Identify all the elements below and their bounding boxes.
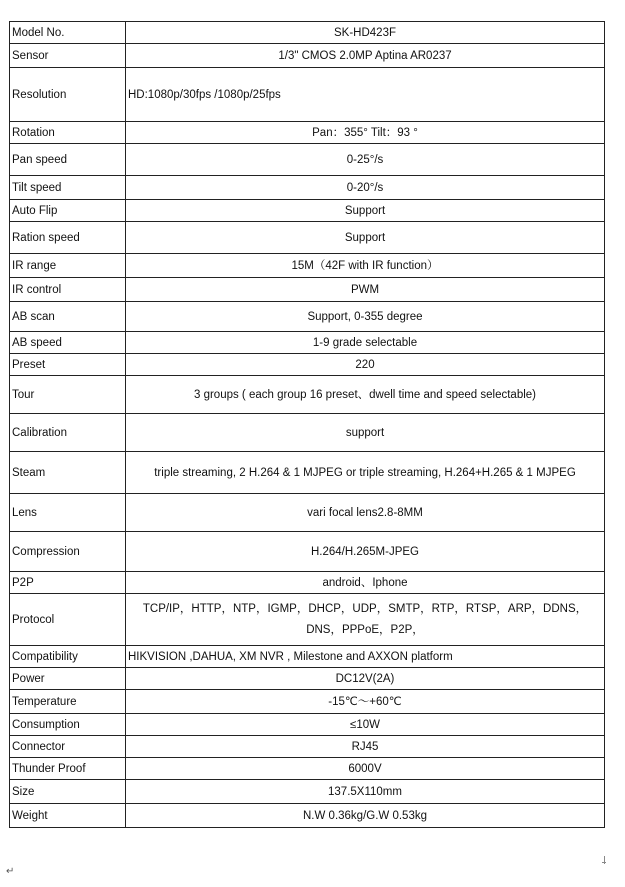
spec-value: 1-9 grade selectable [126, 332, 605, 354]
spec-label: Tour [10, 376, 126, 414]
spec-label: AB scan [10, 302, 126, 332]
spec-value: 3 groups ( each group 16 preset、dwell time and speed selectable) [126, 376, 605, 414]
spec-label: Tilt speed [10, 176, 126, 200]
spec-value: triple streaming, 2 H.264 & 1 MJPEG or triple streaming, H.264+H.265 & 1 MJPEG [126, 452, 605, 494]
spec-value: ≤10W [126, 714, 605, 736]
spec-label: Connector [10, 736, 126, 758]
spec-value: support [126, 414, 605, 452]
spec-value: Support [126, 222, 605, 254]
spec-row [10, 176, 605, 200]
spec-row [10, 452, 605, 494]
page-corner-mark [604, 856, 605, 864]
spec-row [10, 200, 605, 222]
spec-row [10, 144, 605, 176]
spec-row [10, 254, 605, 278]
spec-row [10, 44, 605, 68]
spec-row [10, 668, 605, 690]
spec-sheet [9, 21, 605, 828]
spec-value: N.W 0.36kg/G.W 0.53kg [126, 804, 605, 828]
spec-value: Support, 0-355 degree [126, 302, 605, 332]
spec-row [10, 532, 605, 572]
spec-row [10, 736, 605, 758]
spec-label: AB speed [10, 332, 126, 354]
spec-label: IR control [10, 278, 126, 302]
spec-label: Compression [10, 532, 126, 572]
spec-label: Size [10, 780, 126, 804]
spec-value: 0-25°/s [126, 144, 605, 176]
spec-label: Resolution [10, 68, 126, 122]
spec-label: Steam [10, 452, 126, 494]
spec-row [10, 714, 605, 736]
spec-value: Support [126, 200, 605, 222]
spec-row [10, 68, 605, 122]
spec-label: Model No. [10, 22, 126, 44]
spec-label: Consumption [10, 714, 126, 736]
spec-label: Weight [10, 804, 126, 828]
spec-row [10, 302, 605, 332]
spec-value: 137.5X110mm [126, 780, 605, 804]
spec-row [10, 594, 605, 646]
spec-value: RJ45 [126, 736, 605, 758]
spec-value: Pan：355° Tilt：93 ° [126, 122, 605, 144]
spec-value: TCP/IP，HTTP，NTP，IGMP，DHCP，UDP，SMTP，RTP，RTSP，ARP，DDNS，DNS，PPPoE，P2P， [126, 594, 605, 646]
spec-label: Sensor [10, 44, 126, 68]
spec-value: vari focal lens2.8-8MM [126, 494, 605, 532]
spec-row [10, 690, 605, 714]
spec-value: SK-HD423F [126, 22, 605, 44]
spec-row [10, 758, 605, 780]
spec-table [9, 21, 605, 828]
spec-value: 1/3" CMOS 2.0MP Aptina AR0237 [126, 44, 605, 68]
spec-label: Ration speed [10, 222, 126, 254]
spec-label: Lens [10, 494, 126, 532]
spec-label: Auto Flip [10, 200, 126, 222]
spec-value: android、Iphone [126, 572, 605, 594]
spec-row [10, 376, 605, 414]
spec-label: IR range [10, 254, 126, 278]
paragraph-mark: ↵ [6, 866, 15, 877]
spec-row [10, 22, 605, 44]
spec-row [10, 122, 605, 144]
spec-label: Protocol [10, 594, 126, 646]
spec-value: 6000V [126, 758, 605, 780]
spec-label: Temperature [10, 690, 126, 714]
spec-value: 220 [126, 354, 605, 376]
spec-value: 0-20°/s [126, 176, 605, 200]
spec-label: Compatibility [10, 646, 126, 668]
spec-row [10, 780, 605, 804]
spec-row [10, 804, 605, 828]
spec-row [10, 572, 605, 594]
spec-value: -15℃～+60℃ [126, 690, 605, 714]
spec-row [10, 332, 605, 354]
spec-label: P2P [10, 572, 126, 594]
spec-label: Power [10, 668, 126, 690]
spec-label: Calibration [10, 414, 126, 452]
spec-value: HD:1080p/30fps /1080p/25fps [126, 68, 605, 122]
spec-row [10, 354, 605, 376]
spec-label: Preset [10, 354, 126, 376]
spec-label: Rotation [10, 122, 126, 144]
spec-row [10, 278, 605, 302]
spec-row [10, 222, 605, 254]
spec-label: Thunder Proof [10, 758, 126, 780]
spec-value: HIKVISION ,DAHUA, XM NVR , Milestone and AXXON platform [126, 646, 605, 668]
spec-row [10, 494, 605, 532]
spec-label: Pan speed [10, 144, 126, 176]
spec-row [10, 414, 605, 452]
spec-row [10, 646, 605, 668]
spec-value: H.264/H.265M-JPEG [126, 532, 605, 572]
spec-value: PWM [126, 278, 605, 302]
spec-value: 15M（42F with IR function） [126, 254, 605, 278]
spec-value: DC12V(2A) [126, 668, 605, 690]
